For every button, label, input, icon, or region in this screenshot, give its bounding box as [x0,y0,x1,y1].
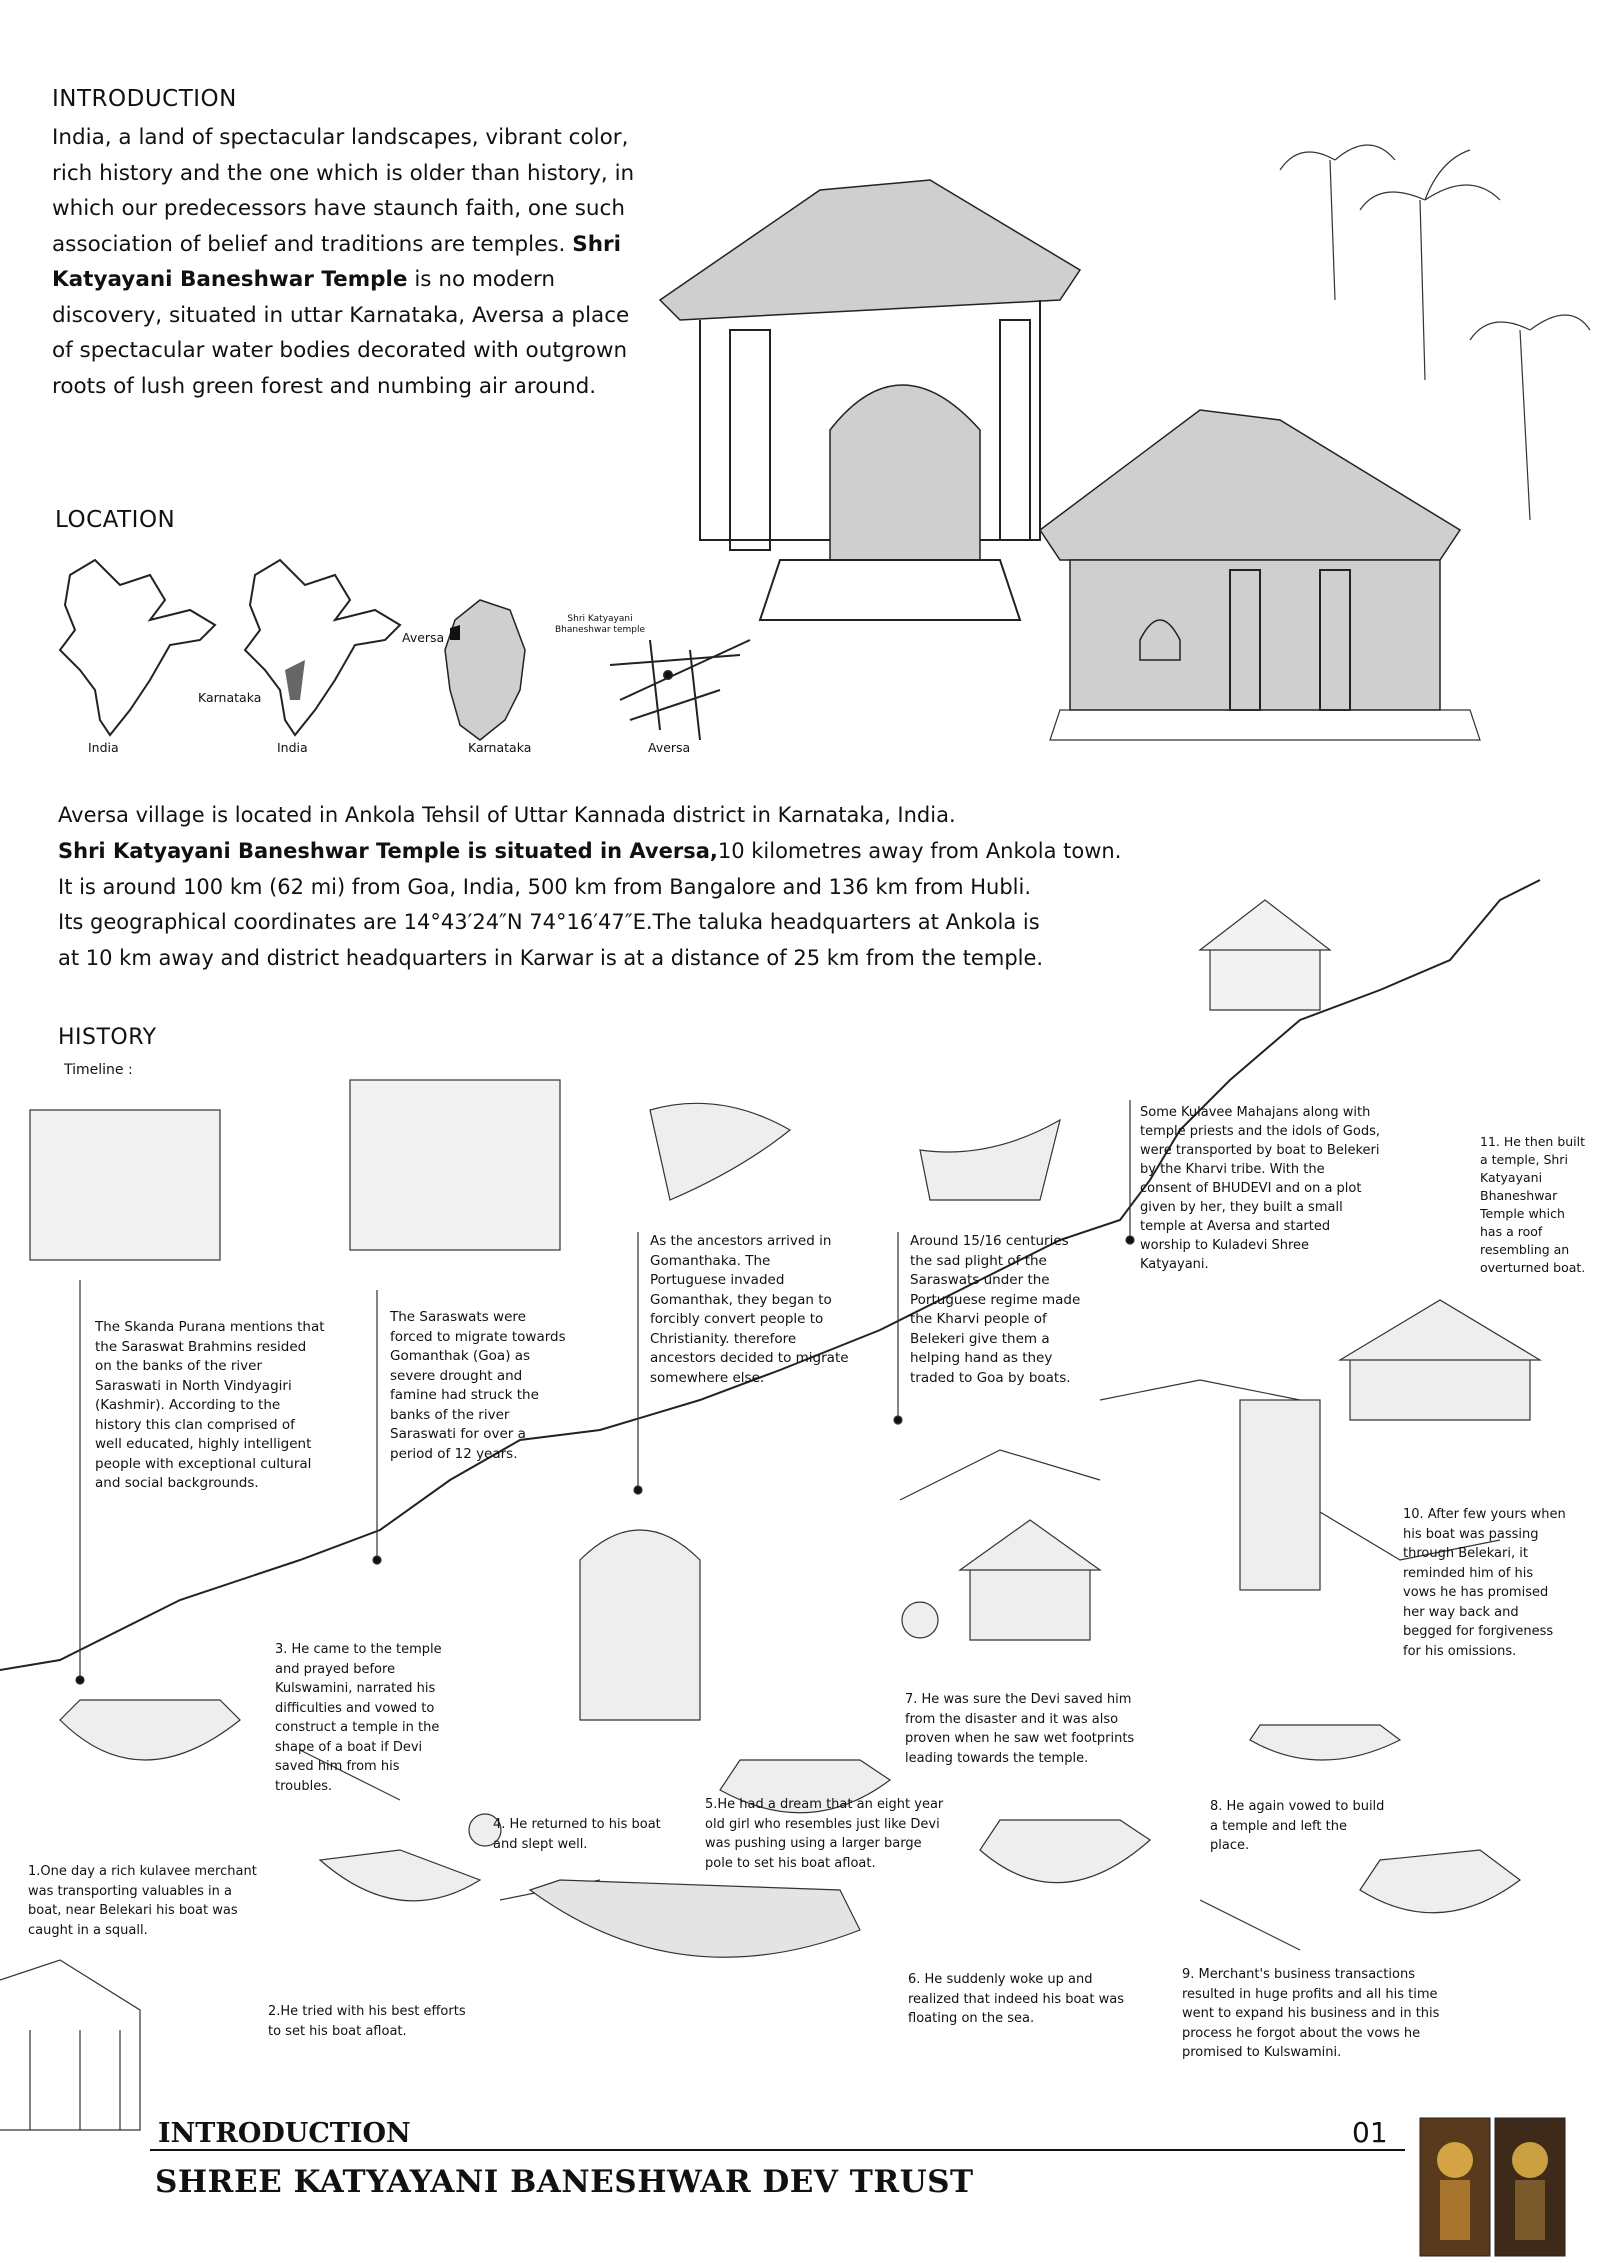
location-line-4: Its geographical coordinates are 14°43′24″N 74°16′47″E.The taluka headquarters at Ankola is [58,910,1040,935]
footer-section-title: INTRODUCTION [158,2118,411,2149]
karnataka-map [445,600,525,740]
story-step-4: 4. He returned to his boat and slept well. [493,1817,661,1852]
footer-trust-name: SHREE KATYAYANI BANESHWAR DEV TRUST [155,2164,974,2200]
karnataka-highlight [285,660,305,700]
story-step-3: 3. He came to the temple and prayed before Kulswamini, narrated his difficulties and vowed to construct a temple in the shape of a boat if Devi saved him from his troubles. [275,1642,442,1794]
timeline-label: Timeline : [64,1062,133,1078]
map-label-karnataka-2: Karnataka [468,740,532,755]
location-paragraph [58,798,1198,977]
temple-sketch [660,145,1590,740]
story-step-7: 7. He was sure the Devi saved him from the disaster and it was also proven when he saw wet footprints leading towards the temple. [905,1692,1135,1766]
story-step-1: 1.One day a rich kulavee merchant was transporting valuables in a boat, near Belekari his boat was caught in a squall. [28,1864,257,1938]
history-heading: HISTORY [58,1025,157,1050]
location-line-2: 10 kilometres away from Ankola town. [717,838,1122,863]
map-label-aversa-2: Aversa [648,740,691,755]
timeline-entry-2: The Saraswats were forced to migrate towards Gomanthak (Goa) as severe drought and famine had struck the banks of the river Saraswati for over a period of 12 years. [390,1309,566,1462]
story-step-5: 5.He had a dream that an eight year old girl who resembles just like Devi was pushing using a larger barge pole to set his boat afloat. [705,1797,944,1871]
story-step-10: 10. After few yours when his boat was passing through Belekari, it reminded him of his vows he has promised her way back and begged for forgiveness for his omissions. [1403,1507,1566,1659]
introduction-heading: INTRODUCTION [52,86,237,112]
location-line-5: at 10 km away and district headquarters in Karwar is at a distance of 25 km from the temple. [58,946,1044,971]
timeline-entry-4: Around 15/16 centuries the sad plight of the Saraswats under the Portuguese regime made the Kharvi people of Belekeri give them a helping hand as they traded to Goa by boats. [910,1233,1081,1386]
map-label-karnataka: Karnataka [198,690,262,705]
intro-text-1: India, a land of spectacular landscapes, vibrant color, rich history and the one which is older than history, in which our predecessors have staunch faith, one such association of belief and traditions are temples. [52,125,635,257]
india-map-2 [245,560,400,735]
building-sketch [0,1960,140,2130]
map-label-temple: Shri Katyayani Bhaneshwar temple [554,614,646,635]
story-step-2: 2.He tried with his best efforts to set his boat afloat. [268,2004,466,2039]
timeline-entry-3: As the ancestors arrived in Gomanthaka. The Portuguese invaded Gomanthak, they began to forcibly convert people to Christianity. therefore ancestors decided to migrate somewhere else. [650,1233,849,1386]
deity-photos [1420,2118,1565,2256]
page-number: 01 [1352,2116,1388,2149]
location-line-1: Aversa village is located in Ankola Tehsil of Uttar Kannada district in Karnataka, India. [58,803,956,827]
map-label-india-1: India [88,740,119,755]
location-line-3: It is around 100 km (62 mi) from Goa, India, 500 km from Bangalore and 136 km from Hubli. [58,874,1032,899]
story-step-6: 6. He suddenly woke up and realized that indeed his boat was floating on the sea. [908,1972,1124,2026]
intro-temple-name: Shri Katyayani Baneshwar Temple [52,231,621,292]
location-heading: LOCATION [55,507,176,533]
aversa-road-map [610,640,750,740]
introduction-paragraph [52,120,652,404]
location-line-2-bold: Shri Katyayani Baneshwar Temple is situated in Aversa, [58,838,718,863]
map-label-aversa: Aversa [402,630,445,645]
intro-text-2: is no modern discovery, situated in uttar Karnataka, Aversa a place of spectacular water bodies decorated with outgrown roots of lush green forest and numbing air around. [52,267,630,399]
story-step-11: 11. He then built a temple, Shri Katyayani Bhaneshwar Temple which has a roof resembling an overturned boat. [1480,1134,1586,1275]
story-step-9: 9. Merchant's business transactions resulted in huge profits and all his time went to expand his business and in this process he forgot about the vows he promised to Kulswamini. [1182,1967,1440,2060]
india-map-1 [60,560,215,735]
map-label-india-2: India [277,740,308,755]
timeline-entry-1: The Skanda Purana mentions that the Saraswat Brahmins resided on the banks of the river Saraswati in North Vindyagiri (Kashmir). According to the history this clan comprised of well educated, highly intelligent people with exceptional cultural and social backgrounds. [95,1319,325,1491]
story-step-8: 8. He again vowed to build a temple and left the place. [1210,1799,1385,1853]
timeline-entry-5: Some Kulavee Mahajans along with temple priests and the idols of Gods, were transported by boat to Belekeri by the Kharvi tribe. With the consent of BHUDEVI and on a plot given by her, they built a small temple at Aversa and started worship to Kuladevi Shree Katyayani. [1140,1105,1380,1272]
